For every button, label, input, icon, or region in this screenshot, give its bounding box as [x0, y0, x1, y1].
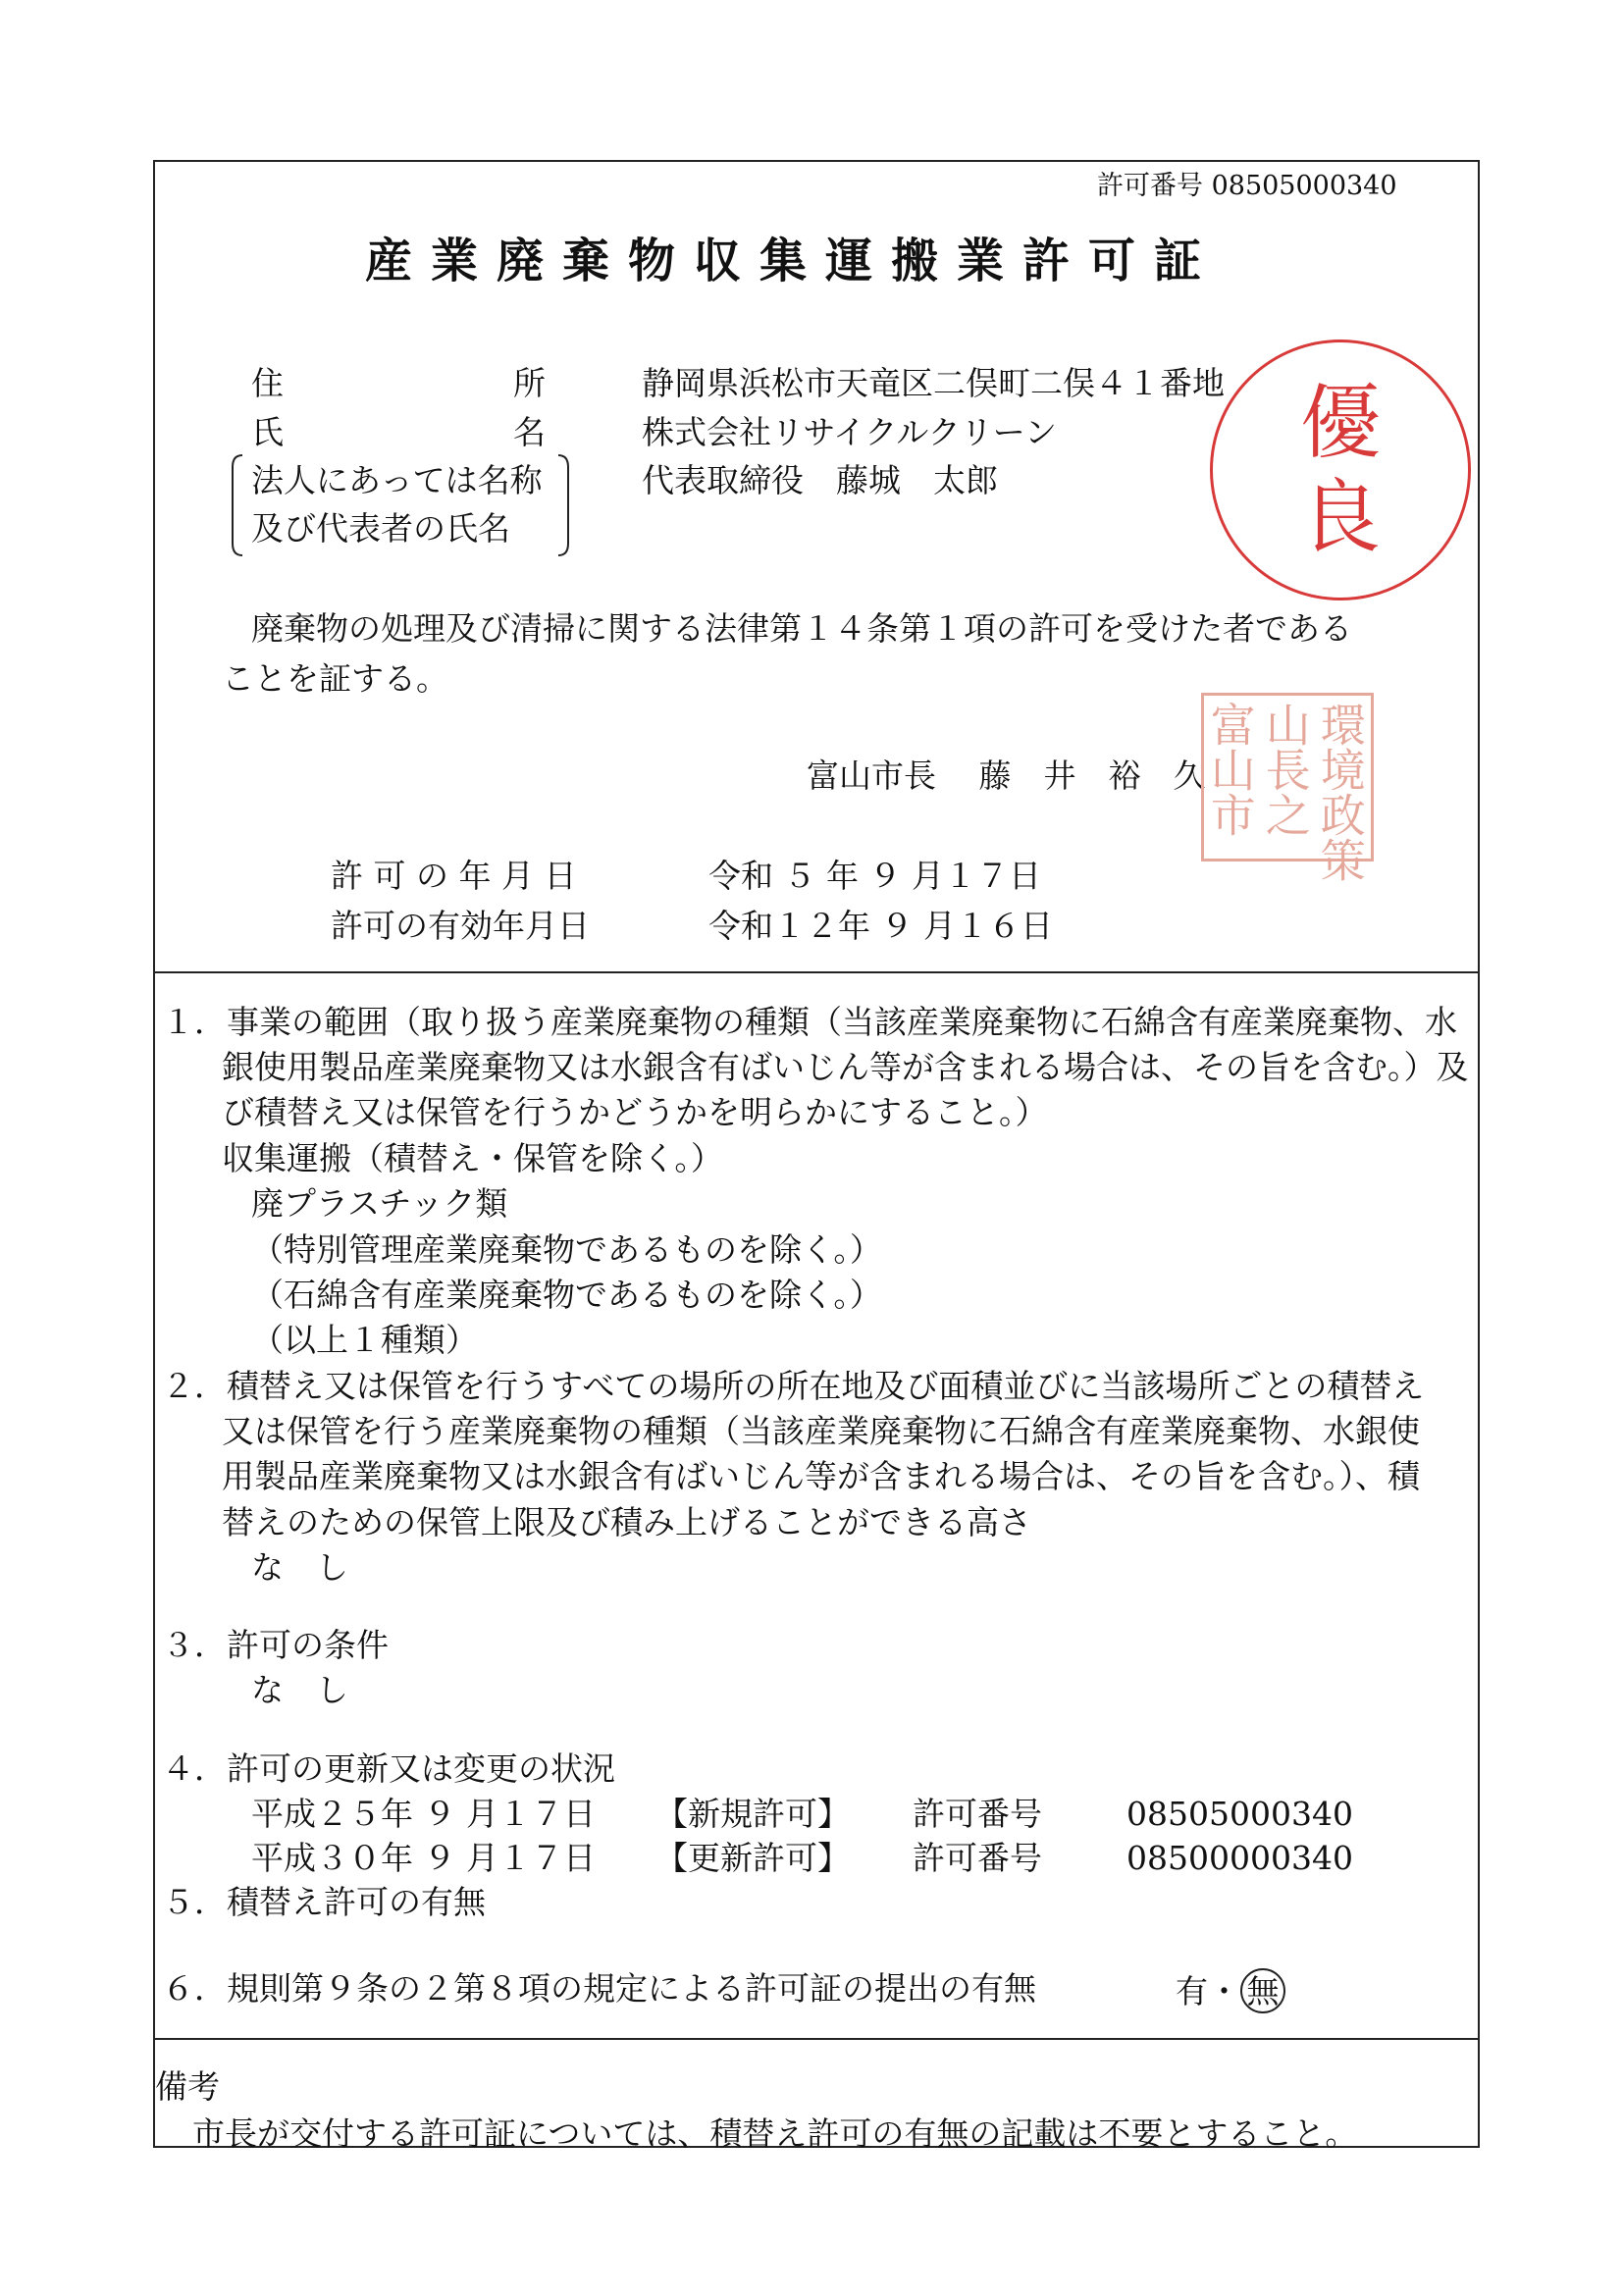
item2-line: 又は保管を行う産業廃棄物の種類（当該産業廃棄物に石綿含有産業廃棄物、水銀使: [222, 1412, 1420, 1450]
item1-line: 銀使用製品産業廃棄物又は水銀含有ばいじん等が含まれる場合は、その旨を含む。）及: [222, 1048, 1469, 1086]
item1-subheading: 収集運搬（積替え・保管を除く。）: [222, 1139, 723, 1177]
section-divider-top: [153, 971, 1480, 973]
item3-heading: ３．許可の条件: [162, 1626, 389, 1664]
name-label: 氏 名: [251, 413, 546, 451]
item2-line: 替えのための保管上限及び積み上げることができる高さ: [222, 1503, 1031, 1541]
section-divider-remarks: [153, 2038, 1480, 2040]
item1-line: １．事業の範囲（取り扱う産業廃棄物の種類（当該産業廃棄物に石綿含有産業廃棄物、水: [162, 1003, 1457, 1041]
item1-exclusion: （石綿含有産業廃棄物であるものを除く。）: [251, 1276, 882, 1314]
item2-line: 用製品産業廃棄物又は水銀含有ばいじん等が含まれる場合は、その旨を含む。）、積: [222, 1457, 1420, 1495]
history-number-label: 許可番号: [913, 1839, 1042, 1877]
statement-line2: ことを証する。: [222, 659, 448, 698]
item2-line: ２．積替え又は保管を行うすべての場所の所在地及び面積並びに当該場所ごとの積替え: [162, 1367, 1425, 1405]
item1-waste-type: 廃プラスチック類: [251, 1184, 508, 1223]
history-date: 平成３０年 ９ 月１７日: [251, 1839, 596, 1877]
valid-date-value: 令和１２年 ９ 月１６日: [708, 907, 1053, 945]
corp-note-line1: 法人にあっては名称: [251, 461, 543, 499]
history-number: 08505000340: [1126, 1795, 1353, 1833]
item1-exclusion: （特別管理産業廃棄物であるものを除く。）: [251, 1230, 882, 1269]
permit-date-label: 許 可 の 年 月 日: [331, 857, 577, 895]
item4-heading: ４．許可の更新又は変更の状況: [162, 1749, 615, 1788]
address-label: 住 所: [251, 364, 546, 402]
item1-count: （以上１種類）: [251, 1321, 478, 1359]
item5-heading: ５．積替え許可の有無: [162, 1883, 486, 1921]
valid-date-label: 許可の有効年月日: [331, 907, 590, 945]
option-no-circled: 無: [1240, 1968, 1285, 2013]
permit-date-value: 令和 ５ 年 ９ 月１７日: [708, 857, 1041, 895]
excellent-seal: 優 良: [1210, 339, 1471, 600]
statement-line1: 廃棄物の処理及び清掃に関する法律第１４条第１項の許可を受けた者である: [251, 609, 1352, 648]
name-value: 株式会社リサイクルクリーン: [642, 413, 1058, 451]
address-value: 静岡県浜松市天竜区二俣町二俣４１番地: [642, 364, 1225, 402]
option-separator: ・: [1208, 1972, 1240, 2010]
history-date: 平成２５年 ９ 月１７日: [251, 1795, 596, 1833]
item1-line: び積替え又は保管を行うかどうかを明らかにすること。）: [222, 1093, 1048, 1131]
official-stamp: 環境政策 山長之 富山市: [1201, 693, 1374, 861]
remarks-text: 市長が交付する許可証については、積替え許可の有無の記載は不要とすること。: [192, 2114, 1358, 2153]
history-type: 【新規許可】: [655, 1795, 850, 1833]
page-title: 産業廃棄物収集運搬業許可証: [365, 234, 1221, 288]
item3-value: な し: [251, 1671, 348, 1709]
history-number: 08500000340: [1126, 1839, 1353, 1877]
item2-value: な し: [251, 1548, 348, 1587]
permit-number-header: 許可番号 08505000340: [1097, 171, 1397, 201]
remarks-heading: 備考: [155, 2067, 220, 2106]
item6-heading: ６．規則第９条の２第８項の規定による許可証の提出の有無: [162, 1969, 1036, 2008]
history-number-label: 許可番号: [913, 1795, 1042, 1833]
history-type: 【更新許可】: [655, 1839, 850, 1877]
mayor-name: 富山市長 藤 井 裕 久: [807, 757, 1206, 795]
option-yes: 有: [1176, 1972, 1208, 2010]
item6-options: [1176, 1968, 1285, 2013]
representative-value: 代表取締役 藤城 太郎: [642, 461, 998, 499]
corp-note-line2: 及び代表者の氏名: [251, 509, 510, 548]
